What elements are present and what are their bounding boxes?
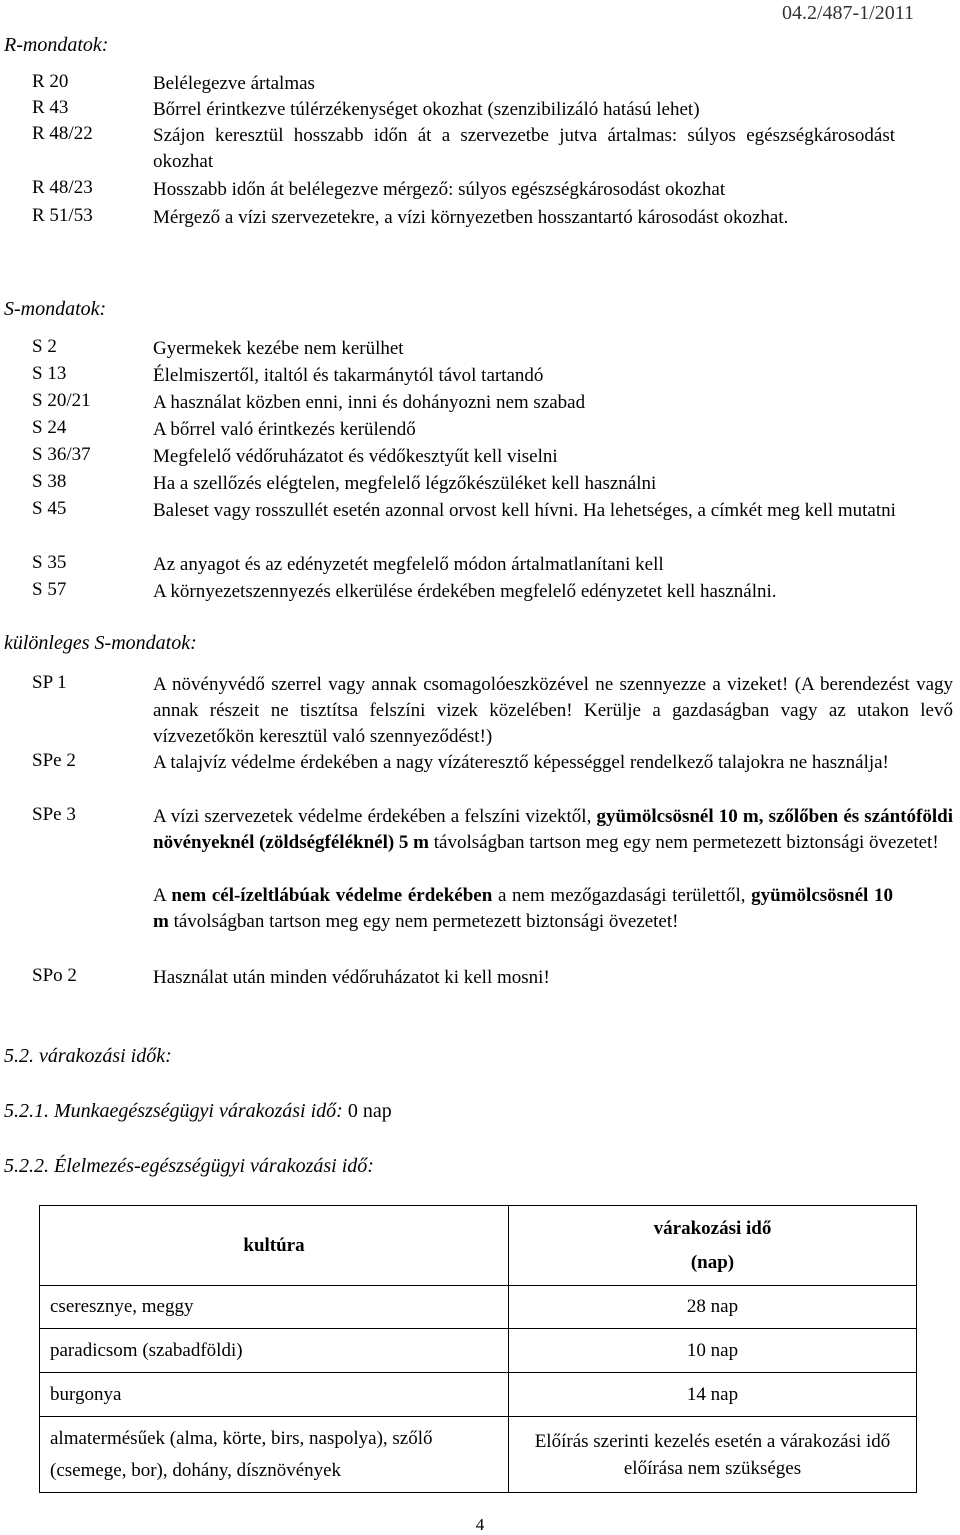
r-code: R 48/22 (32, 123, 93, 144)
spo2-code: SPo 2 (32, 965, 77, 986)
col-header-crop: kultúra (40, 1206, 509, 1286)
spe3-b2: nem cél-ízeltlábúak védelme érdekében (171, 885, 493, 906)
s-code: S 24 (32, 417, 67, 438)
days-cell: 28 nap (509, 1286, 917, 1329)
spe3-b1: A (153, 885, 172, 906)
s-text: Gyermekek kezébe nem kerülhet (153, 338, 404, 359)
s-text: Ha a szellőzés elégtelen, megfelelő légzőkészüléket kell használni (153, 473, 657, 494)
days-cell: Előírás szerinti kezelés esetén a várakozási idő előírása nem szükséges (509, 1417, 917, 1493)
s-code: S 57 (32, 579, 67, 600)
r-code: R 51/53 (32, 205, 93, 226)
page-number: 4 (475, 1515, 485, 1534)
s-section-title: S-mondatok: (4, 298, 107, 320)
r-text: Hosszabb időn át belélegezve mérgező: súlyos egészségkárosodást okozhat (153, 179, 726, 200)
days-cell: 10 nap (509, 1329, 917, 1373)
s-code: S 2 (32, 336, 57, 357)
special-section-title: különleges S-mondatok: (4, 632, 197, 654)
col-header-waiting-line2: (nap) (690, 1251, 735, 1273)
spe3-text-b (153, 883, 893, 935)
table-header-row (40, 1206, 917, 1286)
r-section-title: R-mondatok: (4, 34, 109, 56)
work-waiting-line (4, 1100, 392, 1123)
s-text: Megfelelő védőruházatot és védőkesztyűt kell viselni (153, 446, 558, 467)
food-waiting-heading: 5.2.2. Élelmezés-egészségügyi várakozási idő: (4, 1155, 374, 1177)
table-row (40, 1417, 917, 1493)
table-row (40, 1329, 917, 1373)
document-number: 04.2/487-1/2011 (781, 2, 914, 24)
s-text: Baleset vagy rosszullét esetén azonnal orvost kell hívni. Ha lehetséges, a címkét meg kell mutatni (153, 500, 896, 521)
days-cell: 14 nap (509, 1373, 917, 1417)
crop-cell: cseresznye, meggy (40, 1286, 509, 1329)
s-text: A bőrrel való érintkezés kerülendő (153, 419, 416, 440)
s-code: S 35 (32, 552, 67, 573)
spe3-a1: A vízi szervezetek védelme érdekében a felszíni vizektől, (153, 806, 597, 827)
col-header-waiting-line1: várakozási idő (653, 1217, 772, 1239)
spe3-b4: gyümölcsösnél 10 m (153, 885, 893, 932)
s-code: S 20/21 (32, 390, 91, 411)
r-code: R 48/23 (32, 177, 93, 198)
r-text: Mérgező a vízi szervezetekre, a vízi környezetben hosszantartó károsodást okozhat. (153, 207, 789, 228)
table-row (40, 1286, 917, 1329)
table-row (40, 1373, 917, 1417)
r-text: Belélegezve ártalmas (153, 73, 315, 94)
r-code: R 20 (32, 71, 69, 92)
s-code: S 38 (32, 471, 67, 492)
s-code: S 13 (32, 363, 67, 384)
spo2-text: Használat után minden védőruházatot ki kell mosni! (153, 967, 550, 988)
r-text: Bőrrel érintkezve túlérzékenységet okozhat (szenzibilizáló hatású lehet) (153, 99, 700, 120)
s-text: A használat közben enni, inni és dohányozni nem szabad (153, 392, 586, 413)
r-text: Szájon keresztül hosszabb időn át a szervezetbe jutva ártalmas: súlyos egészségkárosodást okozhat (153, 125, 895, 172)
spe2-code: SPe 2 (32, 750, 76, 771)
work-waiting-value: 0 (347, 1100, 358, 1122)
spe2-text: A talajvíz védelme érdekében a nagy vízáteresztő képességgel rendelkező talajokra ne használja! (153, 752, 889, 773)
spe3-b5: távolságban tartson meg egy nem permetezett biztonsági övezetet! (168, 911, 679, 932)
sp1-code: SP 1 (32, 672, 67, 693)
s-code: S 36/37 (32, 444, 91, 465)
waiting-time-table (39, 1205, 917, 1493)
s-code: S 45 (32, 498, 67, 519)
spe3-b3: a nem mezőgazdasági területtől, (492, 885, 752, 906)
crop-cell: paradicsom (szabadföldi) (40, 1329, 509, 1373)
r-code: R 43 (32, 97, 69, 118)
col-header-waiting (509, 1206, 917, 1286)
work-waiting-unit: nap (357, 1100, 392, 1122)
work-waiting-label: 5.2.1. Munkaegészségügyi várakozási idő: (4, 1100, 348, 1122)
sp1-text: A növényvédő szerrel vagy annak csomagolóeszközével ne szennyezze a vizeket! (A berendezést vagy annak részeit ne tisztítsa felszíni vizek közelében! Kerülje a gazdaságban vagy az utakon levő vízvezetőkön keresztül való szennyeződést!) (153, 674, 953, 747)
spe3-code: SPe 3 (32, 804, 76, 825)
s-text: Élelmiszertől, italtól és takarmánytól távol tartandó (153, 365, 544, 386)
spe3-text-a (153, 804, 953, 856)
s-text: A környezetszennyezés elkerülése érdekében megfelelő edényzetet kell használni. (153, 581, 777, 602)
s-text: Az anyagot és az edényzetét megfelelő módon ártalmatlanítani kell (153, 554, 664, 575)
waiting-heading: 5.2. várakozási idők: (4, 1045, 172, 1067)
crop-cell: almatermésűek (alma, körte, birs, naspolya), szőlő (csemege, bor), dohány, dísznövények (40, 1417, 509, 1493)
spe3-a2: gyümölcsösnél 10 m, szőlőben és szántóföldi növényeknél (zöldségféléknél) 5 m (153, 806, 953, 853)
spe3-a3: távolságban tartson meg egy nem permetezett biztonsági övezetet! (429, 832, 939, 853)
crop-cell: burgonya (40, 1373, 509, 1417)
